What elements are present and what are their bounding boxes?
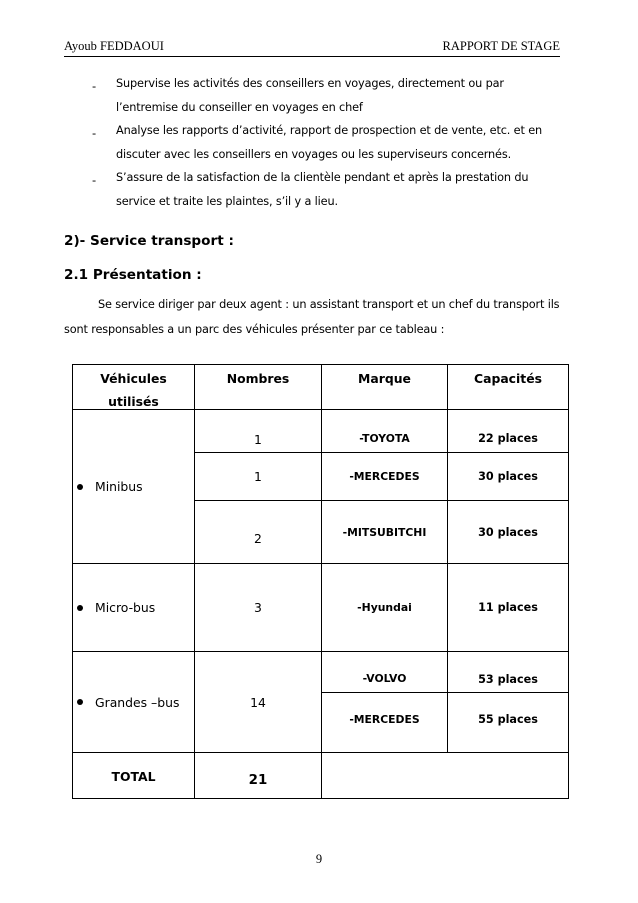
table-total-row [73,753,569,799]
bullet-dot-icon [77,605,83,611]
header-count: Nombres [195,365,322,410]
page-number: 9 [315,852,323,866]
count-cell: 3 [195,564,322,652]
brand-cell: -MITSUBITCHI [322,501,448,564]
brand-cell: -VOLVO [322,652,448,693]
page-header [64,38,560,57]
intro-paragraph: Se service diriger par deux agent : un assistant transport et un chef du transport ils sont responsables a un parc des véhicules présenter par ce tableau : [64,298,560,336]
header-brand: Marque [322,365,448,410]
capacity-cell: 30 places [448,453,569,501]
table-row [73,564,569,652]
bullet-marker: - [92,173,97,187]
header-capacity: Capacités [448,365,569,410]
table-row [73,652,569,693]
total-label: TOTAL [73,753,195,799]
vehicles-table [72,364,569,799]
header-author: Ayoub FEDDAOUI [64,39,164,53]
header-doc-title: RAPPORT DE STAGE [442,39,560,53]
capacity-cell: 53 places [448,652,569,693]
capacity-cell: 30 places [448,501,569,564]
count-cell: 1 [195,410,322,453]
bullet-text: Analyse les rapports d’activité, rapport de prospection et de vente, etc. et en discuter avec les conseillers en voyages ou les superviseurs concernés. [116,124,543,161]
header-vehicles-line1: Véhicules [100,371,167,386]
capacity-cell: 22 places [448,410,569,453]
table-header-row [73,365,569,410]
capacity-cell: 11 places [448,564,569,652]
count-cell: 2 [195,501,322,564]
bullet-text: Supervise les activités des conseillers en voyages, directement ou par l’entremise du conseiller en voyages en chef [116,77,504,114]
table-row [73,410,569,453]
bullet-marker: - [92,79,97,93]
bullet-dot-icon [77,699,83,705]
brand-cell: -TOYOTA [322,410,448,453]
vehicle-type-cell [73,652,195,753]
vehicle-type-cell [73,564,195,652]
vehicle-type: Minibus [95,479,143,494]
total-empty-cell [322,753,569,799]
header-vehicles-line2: utilisés [108,394,159,409]
section-title: 2)- Service transport : [64,233,234,249]
brand-cell: -MERCEDES [322,693,448,753]
header-vehicles [73,365,195,410]
bullet-text: S’assure de la satisfaction de la clientèle pendant et après la prestation du service et traite les plaintes, s’il y a lieu. [116,171,529,208]
bullet-marker: - [92,126,97,140]
total-value: 21 [195,753,322,799]
vehicle-type: Grandes –bus [95,694,180,710]
count-cell: 14 [195,652,322,753]
brand-cell: -MERCEDES [322,453,448,501]
vehicle-type: Micro-bus [95,600,156,615]
capacity-cell: 55 places [448,693,569,753]
count-cell: 1 [195,453,322,501]
subsection-title: 2.1 Présentation : [64,267,202,283]
bullet-dot-icon [77,484,83,490]
brand-cell: -Hyundai [322,564,448,652]
vehicle-type-cell [73,410,195,564]
